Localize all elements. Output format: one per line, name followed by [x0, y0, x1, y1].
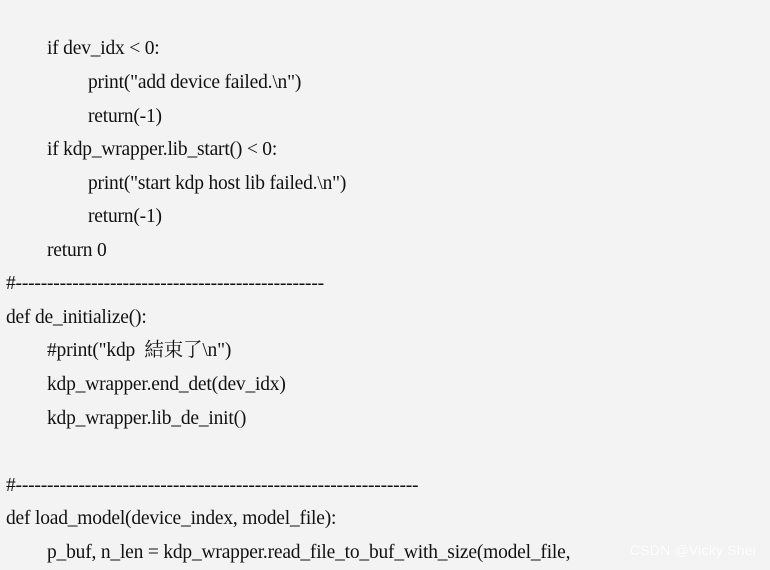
code-line: p_buf, n_len = kdp_wrapper.read_file_to_buf_with_size(model_file,	[47, 542, 571, 563]
code-line: return 0	[47, 240, 107, 261]
code-comment-separator: #----------------------------------------------------------------	[6, 475, 419, 496]
code-comment: #print("kdp 結束了\n")	[47, 340, 232, 361]
code-line: kdp_wrapper.lib_de_init()	[47, 408, 247, 429]
code-line: return(-1)	[88, 106, 162, 127]
code-line: def de_initialize():	[6, 307, 147, 328]
code-line: if kdp_wrapper.lib_start() < 0:	[47, 139, 278, 160]
code-line: return(-1)	[88, 206, 162, 227]
code-blank-line	[0, 441, 6, 463]
code-comment-separator: #-------------------------------------------------	[6, 273, 324, 294]
code-line: if dev_idx < 0:	[47, 38, 160, 59]
code-line: kdp_wrapper.end_det(dev_idx)	[47, 374, 286, 395]
code-line: print("add device failed.\n")	[88, 72, 302, 93]
code-line: print("start kdp host lib failed.\n")	[88, 173, 347, 194]
watermark: CSDN @Vicky Shei	[629, 542, 756, 558]
code-line: def load_model(device_index, model_file):	[6, 508, 337, 529]
